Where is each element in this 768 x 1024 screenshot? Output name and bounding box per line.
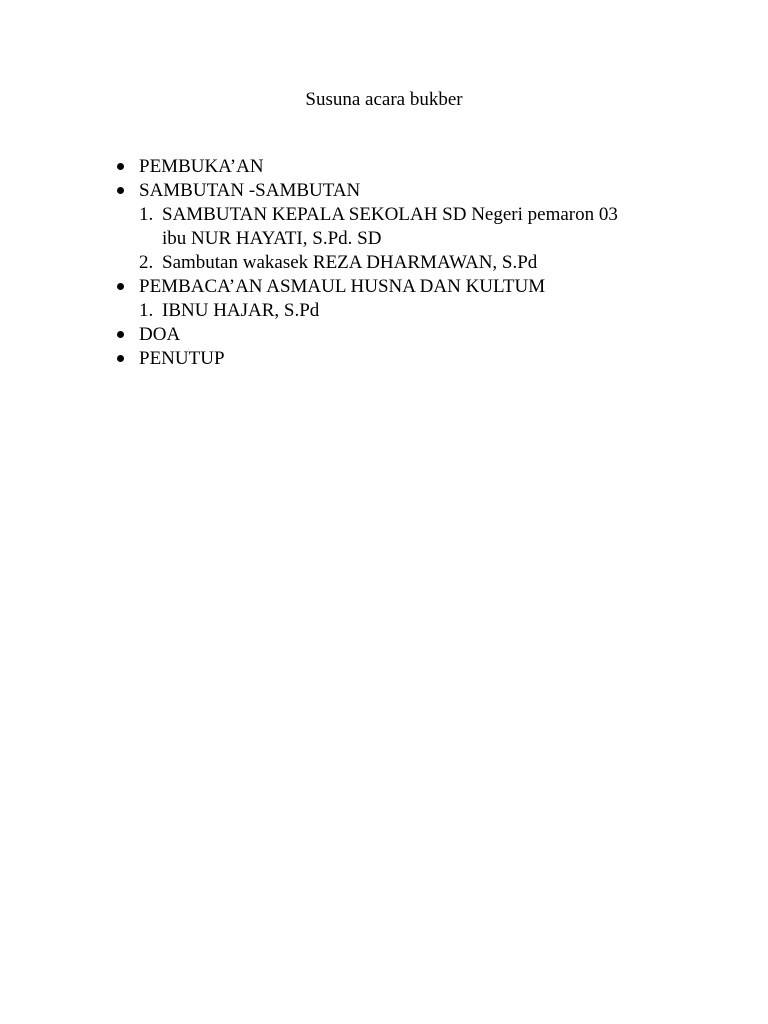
list-item-closing [116,347,696,371]
list-item-text: PENUTUP [139,348,225,369]
list-item-opening [116,155,696,179]
list-item-text: DOA [139,324,181,345]
list-item-text: PEMBACA’AN ASMAUL HUSNA DAN KULTUM [139,276,546,297]
list-item-speeches [116,179,696,203]
sublist-item-speaker [116,299,696,323]
list-item-prayer [116,323,696,347]
list-item-text: SAMBUTAN KEPALA SEKOLAH SD Negeri pemaron 03 [162,204,618,225]
list-item-continuation-text: ibu NUR HAYATI, S.Pd. SD [162,228,382,249]
document-title: Susuna acara bukber [305,89,463,110]
agenda-list [116,155,696,371]
list-item-text: SAMBUTAN -SAMBUTAN [139,180,361,201]
sublist-item-vice-principal-speech [116,251,696,275]
bullet-icon [116,179,139,203]
list-number: 1. [139,300,154,321]
list-number: 1. [139,204,154,225]
sublist-item-continuation [116,227,696,251]
bullet-icon [116,155,139,179]
sublist-item-principal-speech [116,203,696,227]
list-item-asmaul-husna [116,275,696,299]
list-number: 2. [139,252,154,273]
list-item-text: IBNU HAJAR, S.Pd [162,300,320,321]
list-item-text: PEMBUKA’AN [139,156,264,177]
list-item-text: Sambutan wakasek REZA DHARMAWAN, S.Pd [162,252,538,273]
bullet-icon [116,323,139,347]
bullet-icon [116,347,139,371]
bullet-icon [116,275,139,299]
